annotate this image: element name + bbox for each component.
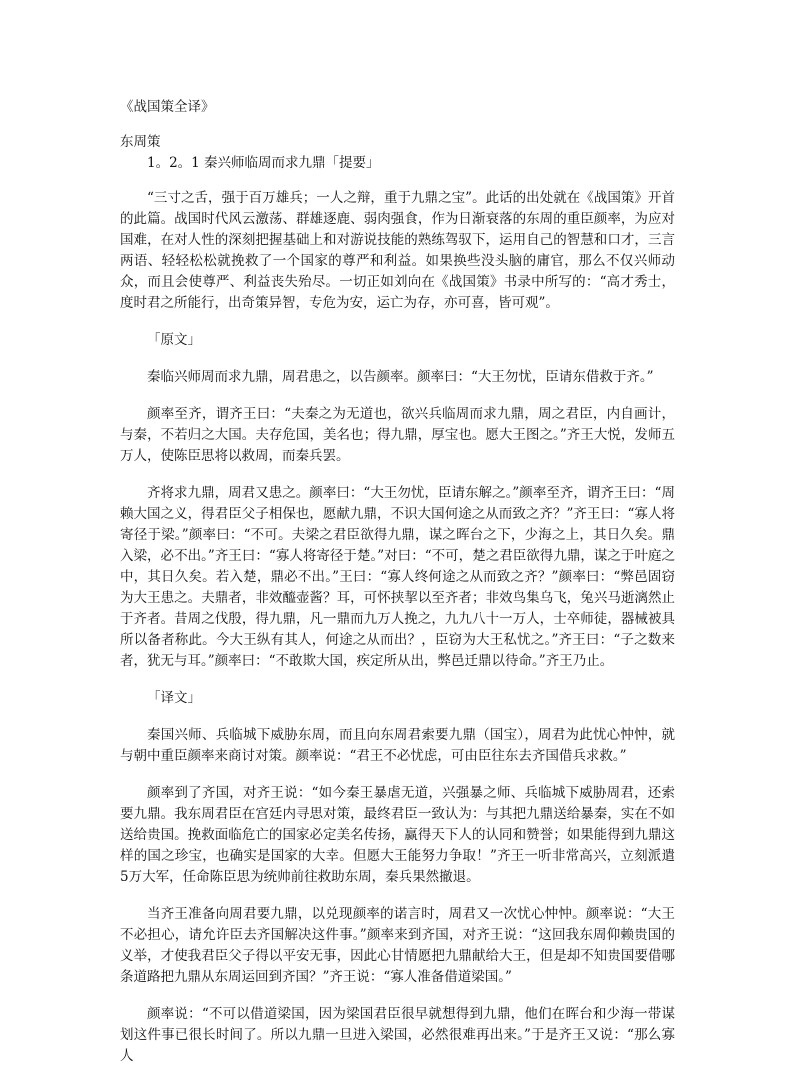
translation-paragraph-3: 当齐王准备向周君要九鼎，以兑现颜率的诺言时，周君又一次忧心忡忡。颜率说：“大王不必担心，请允许臣去齐国解决这件事。”颜率来到齐国，对齐王说：“这回我东周仰赖贵国的义举，才使我君臣父子得以平安无事，因此心甘情愿把九鼎献给大王，但是却不知贵国要借哪条道路把九鼎从东周运回到齐国？”齐王说：“寡人准备借道梁国。” — [120, 906, 675, 985]
book-title: 《战国策全译》 — [120, 99, 215, 115]
original-paragraph-2: 颜率至齐，谓齐王曰：“夫秦之为无道也，欲兴兵临周而求九鼎，周之君臣，内自画计，与秦，不若归之大国。夫存危国，美名也；得九鼎，厚宝也。愿大王图之。”齐王大悦，发师五万人，使陈臣思将以救周，而秦兵罢。 — [120, 406, 675, 464]
original-paragraph-3: 齐将求九鼎，周君又患之。颜率曰：“大王勿忧，臣请东解之。”颜率至齐，谓齐王曰：“周赖大国之义，得君臣父子相保也，愿献九鼎，不识大国何途之从而致之齐？”齐王曰：“寡人将寄径于梁。”颜率曰：“不可。夫梁之君臣欲得九鼎，谋之晖台之下，少海之上，其日久矣。鼎入梁，必不出。”齐王曰：“寡人将寄径于楚。”对曰：“不可，楚之君臣欲得九鼎，谋之于叶庭之中，其日久矣。若入楚，鼎必不出。”王曰：“寡人终何途之从而致之齐？”颜率曰：“弊邑固窃为大王患之。夫鼎者，非效醯壶酱？耳，可怀挟挈以至齐者；非效鸟集乌飞，兔兴马逝漓然止于齐者。昔周之伐殷，得九鼎，凡一鼎而九万人挽之，九九八十一万人，士卒师徒，器械被具所以备者称此。今大王纵有其人，何途之从而出？，臣窃为大王私忧之。”齐王曰：“子之数来者，犹无与耳。”颜率曰：“不敢欺大国，疾定所从出，弊邑迁鼎以待命。”齐王乃止。 — [120, 485, 675, 669]
translation-heading: 「译文」 — [147, 690, 201, 706]
translation-paragraph-4: 颜率说：“不可以借道梁国，因为梁国君臣很早就想得到九鼎，他们在晖台和少海一带谋划这件事已很长时间了。所以九鼎一旦进入梁国，必然很难再出来。”于是齐王又说：“那么寡人 — [120, 1006, 675, 1064]
original-heading: 「原文」 — [147, 332, 201, 348]
translation-paragraph-1: 秦国兴师、兵临城下威胁东周，而且向东周君索要九鼎（国宝），周君为此忧心忡忡，就与朝中重臣颜率来商讨对策。颜率说：“君王不必忧虑，可由臣往东去齐国借兵求救。” — [120, 727, 675, 764]
chapter-heading: 1。2。1 秦兴师临周而求九鼎「提要」 — [147, 155, 380, 171]
document-page — [120, 97, 675, 1067]
section-title: 东周策 — [120, 134, 161, 150]
original-paragraph-1: 秦临兴师周而求九鼎，周君患之，以告颜率。颜率曰：“大王勿忧，臣请东借救于齐。” — [147, 369, 654, 385]
summary-paragraph: “三寸之舌，强于百万雄兵；一人之辩，重于九鼎之宝”。此话的出处就在《战国策》开首的此篇。战国时代风云激荡、群雄逐鹿、弱肉强食，作为日渐衰落的东周的重臣颜率，为应对国难，在对人性的深刻把握基础上和对游说技能的熟练驾驭下，运用自己的智慧和口才，三言两语、轻轻松松就挽救了一个国家的尊严和利益。如果换些没头脑的庸官，那么不仅兴师动众，而且会使尊严、利益丧失殆尽。一切正如刘向在《战国策》书录中所写的：“高才秀士，度时君之所能行，出奇策异智，专危为安，运亡为存，亦可喜，皆可观”。 — [120, 190, 675, 311]
translation-paragraph-2: 颜率到了齐国，对齐王说：“如今秦王暴虐无道，兴强暴之师、兵临城下威胁周君，还索要九鼎。我东周君臣在宫廷内寻思对策，最终君臣一致认为：与其把九鼎送给暴秦，实在不如送给贵国。挽救面临危亡的国家必定美名传扬，赢得天下人的认同和赞誉；如果能得到九鼎这样的国之珍宝，也确实是国家的大幸。但愿大王能努力争取！”齐王一听非常高兴，立刻派遣5万大军，任命陈臣思为统帅前往救助东周，秦兵果然撤退。 — [120, 785, 675, 885]
